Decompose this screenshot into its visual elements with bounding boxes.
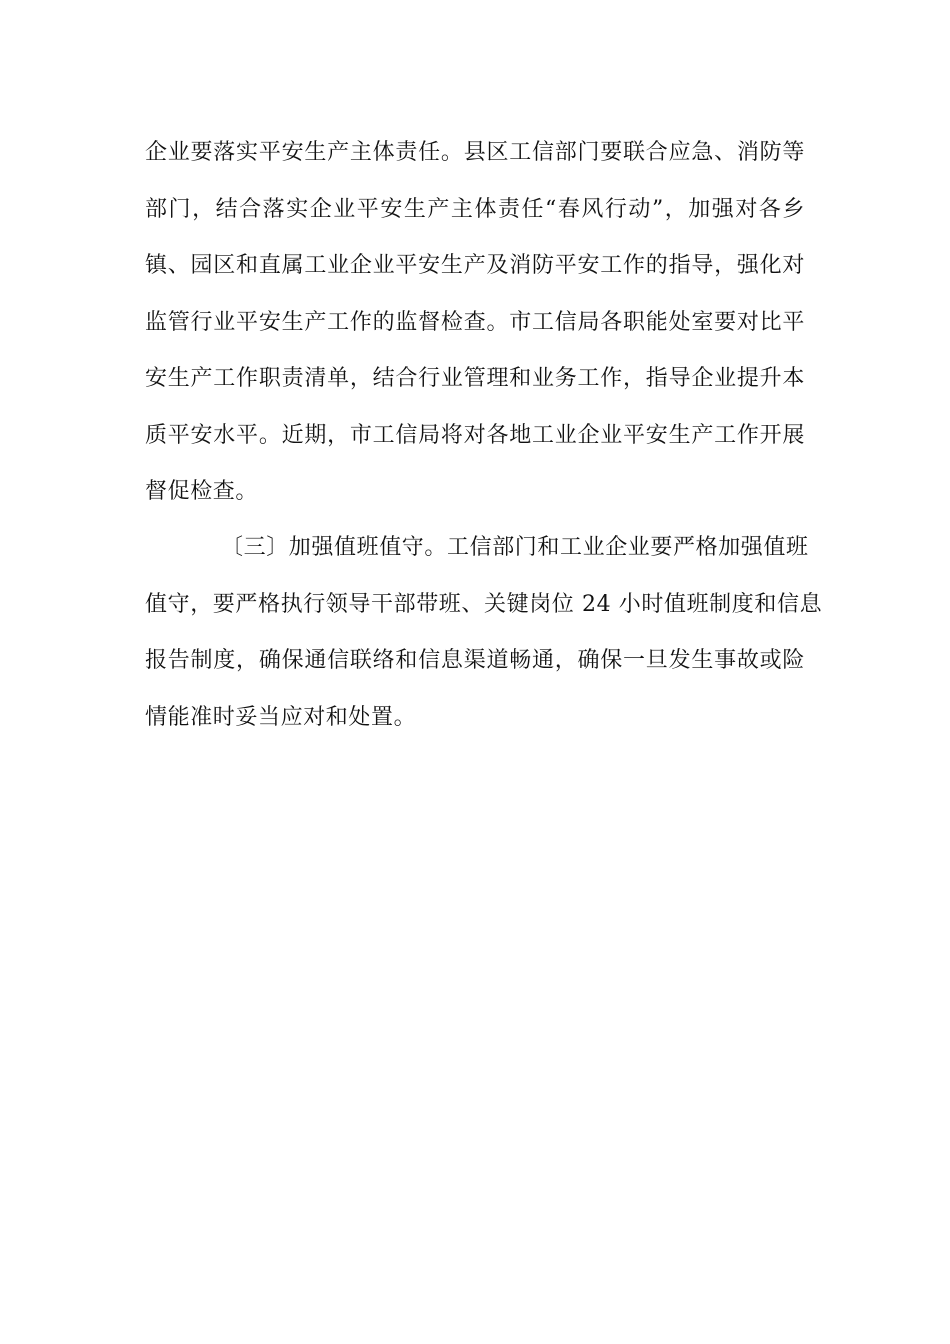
text-line: 质平安水平。近期，市工信局将对各地工业企业平安生产工作开展 bbox=[145, 422, 805, 448]
text-line: 值守，要严格执行领导干部带班、关键岗位 24 小时值班制度和信息 bbox=[145, 591, 823, 617]
text-line: 部门，结合落实企业平安生产主体责任“春风行动”，加强对各乡 bbox=[145, 196, 805, 222]
text-line: 督促检查。 bbox=[145, 479, 259, 504]
text-line: 报告制度，确保通信联络和信息渠道畅通，确保一旦发生事故或险 bbox=[145, 648, 805, 673]
text-line: 情能准时妥当应对和处置。 bbox=[145, 704, 417, 730]
text-line: 〔三〕加强值班值守。工信部门和工业企业要严格加强值班 bbox=[221, 535, 809, 560]
text-line: 企业要落实平安生产主体责任。县区工信部门要联合应急、消防等 bbox=[145, 140, 805, 165]
text-line: 安生产工作职责清单，结合行业管理和业务工作，指导企业提升本 bbox=[145, 366, 805, 391]
paragraph-duty-watch bbox=[145, 520, 823, 746]
text-line: 镇、园区和直属工业企业平安生产及消防平安工作的指导，强化对 bbox=[145, 253, 805, 278]
paragraph-safety-responsibility bbox=[145, 125, 805, 521]
text-line: 监管行业平安生产工作的监督检查。市工信局各职能处室要对比平 bbox=[145, 309, 805, 335]
